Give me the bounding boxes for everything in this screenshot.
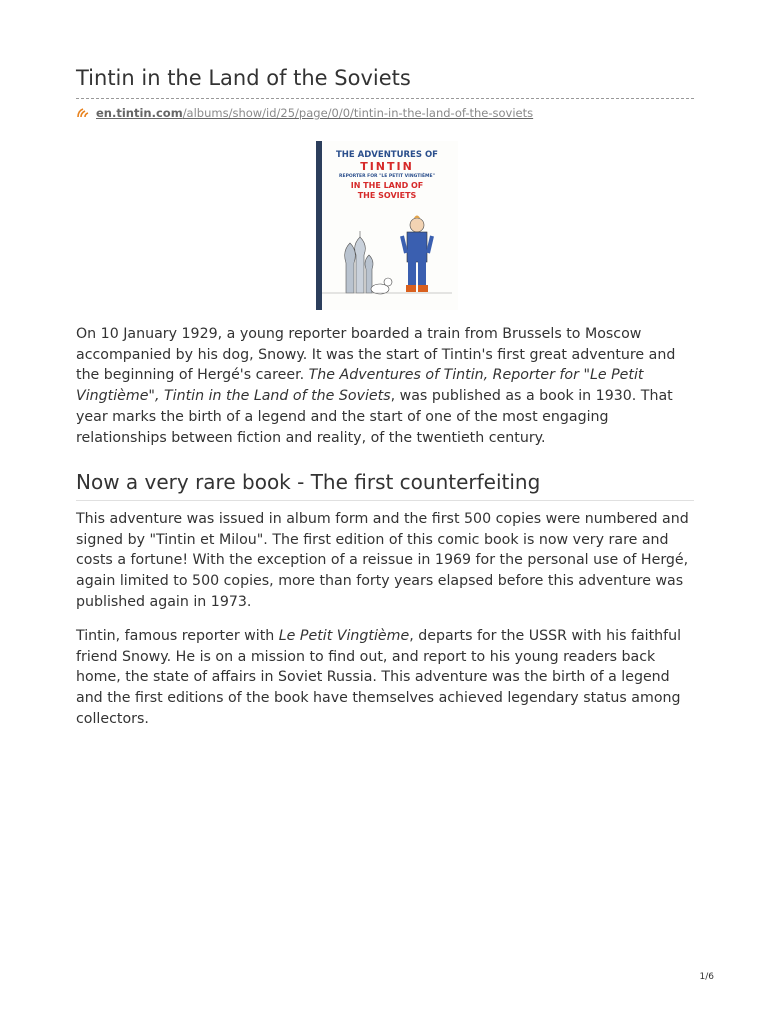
cover-line-4: IN THE LAND OF: [350, 181, 424, 190]
intro-paragraph: On 10 January 1929, a young reporter boarded a train from Brussels to Moscow accompanied by his dog, Snowy. It was the start of Tintin's first great adventure and the beginning of Hergé's career. The Adventures of Tintin, Reporter for "Le Petit Vingtième", Tintin in the Land of the Soviets, was published as a book in 1930. That year marks the birth of a legend and the start of one of the most engaging relationships between fiction and reality, of the twentieth century.: [76, 326, 676, 446]
cover-line-1: THE ADVENTURES OF: [336, 150, 438, 160]
page-number: 1/6: [699, 972, 714, 982]
heading-rule: [76, 500, 694, 501]
section-heading: Now a very rare book - The first counterfeiting: [76, 470, 541, 494]
source-path[interactable]: /albums/show/id/25/page/0/0/tintin-in-the-land-of-the-soviets: [182, 106, 534, 120]
rarity-paragraph: This adventure was issued in album form and the first 500 copies were numbered and signed by "Tintin et Milou". The first edition of this comic book is now very rare and costs a fortune! With the exception of a reissue in 1969 for the personal use of Hergé, again limited to 500 copies, more than forty years elapsed before this adventure was published again in 1973.: [76, 511, 689, 610]
mission-paragraph: Tintin, famous reporter with Le Petit Vingtième, departs for the USSR with his faithful friend Snowy. He is on a mission to find out, and report to his young readers back home, the state of affairs in Soviet Russia. This adventure was the birth of a legend and the first editions of the book have themselves achieved legendary status among collectors.: [76, 628, 682, 727]
cover-line-2: TINTIN: [360, 160, 414, 173]
cover-image: [316, 141, 458, 310]
title-divider: [76, 98, 694, 99]
page-title: Tintin in the Land of the Soviets: [76, 66, 411, 90]
source-link[interactable]: [76, 106, 533, 120]
cover-illustration: [322, 203, 452, 307]
rss-icon: [76, 107, 90, 119]
source-domain[interactable]: en.tintin.com: [96, 106, 183, 120]
cover-line-3: REPORTER FOR "LE PETIT VINGTIÈME": [339, 174, 435, 179]
cover-line-5: THE SOVIETS: [357, 191, 417, 200]
